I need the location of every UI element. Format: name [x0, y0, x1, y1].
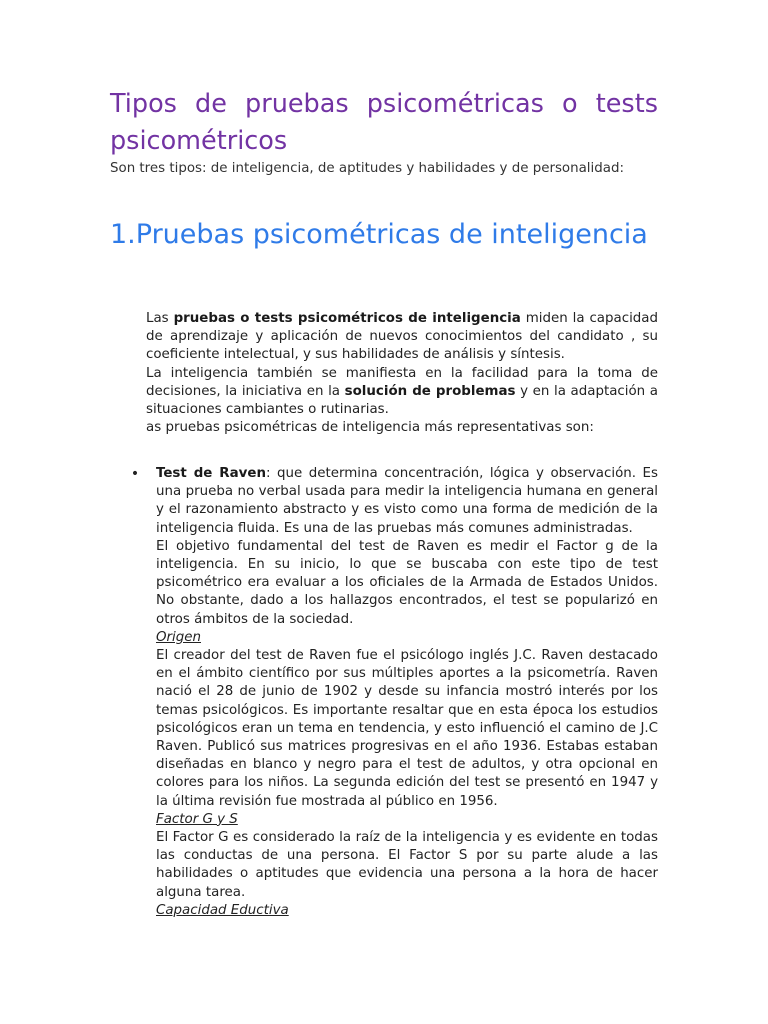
raven-test-name: Test de Raven — [156, 466, 266, 481]
intro-p1-text-end: miden la capacidad de aprendizaje y aplicación de nuevos conocimientos del candidato , su coeficiente intelectual, y sus habilidades de análisis y síntesis. — [146, 311, 659, 363]
section-intro — [146, 310, 658, 437]
raven-intro-text: : que determina concentración, lógica y observación. Es una prueba no verbal usada para medir la inteligencia humana en general y el razonamiento abstracto y es visto como una forma de medición de la inteligencia fluida. Es una de las pruebas más comunes administradas. — [156, 466, 658, 536]
factor-heading: Factor G y S — [156, 811, 238, 827]
intro-paragraph-2 — [146, 365, 658, 420]
page-title: Tipos de pruebas psicométricas o tests psicométricos — [110, 89, 658, 156]
page-subtitle: Son tres tipos: de inteligencia, de aptitudes y habilidades y de personalidad: — [110, 161, 624, 176]
intro-paragraph-3: as pruebas psicométricas de inteligencia más representativas son: — [146, 420, 594, 436]
bullet-icon: • — [130, 466, 140, 482]
factor-text: El Factor G es considerado la raíz de la inteligencia y es evidente en todas las conductas de una persona. El Factor S por su parte alude a las habilidades o aptitudes que evidencia una persona a la hora de hacer alguna tarea. — [156, 830, 658, 900]
eductive-heading: Capacidad Eductiva — [156, 902, 289, 918]
raven-objective: El objetivo fundamental del test de Raven es medir el Factor g de la inteligencia. En su inicio, lo que se buscaba con este tipo de test psicométrico era evaluar a los oficiales de la Armada de Estados Unidos. No obstante, dado a los hallazgos encontrados, el test se popularizó en otros ámbitos de la sociedad. — [156, 538, 658, 627]
intro-p2-emphasis: solución de problemas — [344, 383, 516, 399]
intro-paragraph-1 — [146, 310, 658, 365]
raven-intro — [156, 465, 658, 538]
section-heading-intelligence: 1.Pruebas psicométricas de inteligencia — [110, 219, 648, 250]
intro-p1-text-start: Las — [146, 311, 174, 326]
intro-p2-text-end: y en la adaptación a situaciones cambiantes o rutinarias. — [146, 383, 658, 418]
origin-text: El creador del test de Raven fue el psicólogo inglés J.C. Raven destacado en el ámbito científico por sus múltiples aportes a la psicometría. Raven nació el 28 de junio de 1902 y desde su infancia mostró interés por los temas psicológicos. Es importante resaltar que en esta época los estudios psicológicos eran un tema en tendencia, y esto influenció el camino de J.C Raven. Publicó sus matrices progresivas en el año 1936. Estabas estaban diseñadas en blanco y negro para el test de adultos, y otra opcional en colores para los niños. La segunda edición del test se presentó en 1947 y la última revisión fue mostrada al público en 1956. — [156, 648, 658, 809]
origin-heading: Origen — [156, 629, 201, 645]
intro-p2-text-start: La inteligencia también se manifiesta en la facilidad para la toma de decisiones, la iniciativa en la — [146, 365, 658, 399]
list-item-raven — [130, 465, 658, 920]
tests-list — [130, 465, 658, 920]
intro-p1-emphasis: pruebas o tests psicométricos de inteligencia — [173, 311, 521, 326]
